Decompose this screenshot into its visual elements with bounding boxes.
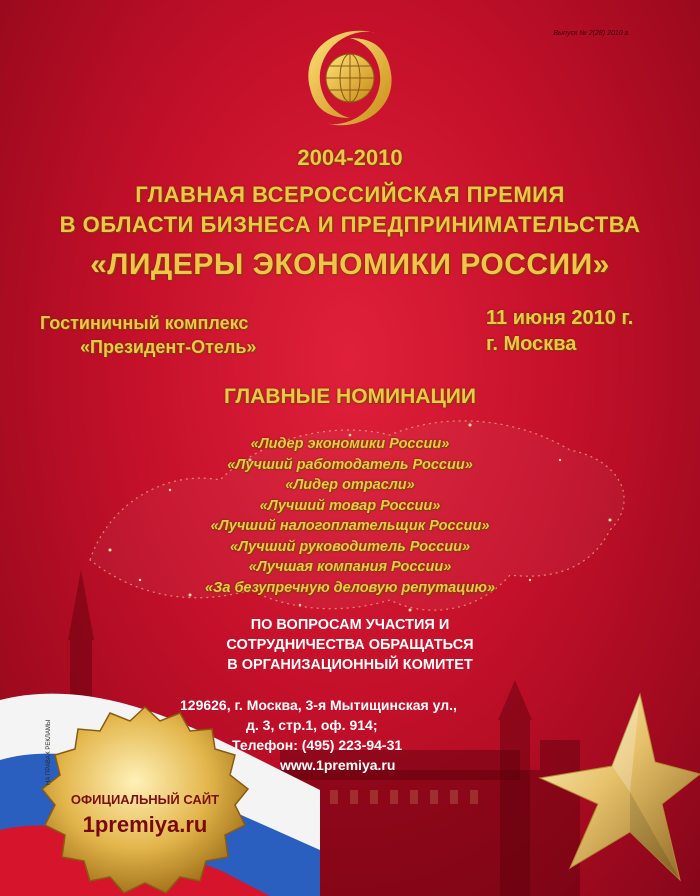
nomination-item: «Лучший товар России»: [259, 497, 441, 514]
award-title-line2: В ОБЛАСТИ БИЗНЕСА И ПРЕДПРИНИМАТЕЛЬСТВА: [59, 212, 641, 237]
nominations-heading: ГЛАВНЫЕ НОМИНАЦИИ: [224, 385, 476, 408]
nominations-list: [0, 434, 700, 598]
globe-logo-icon: [290, 18, 410, 138]
gold-star-icon: [520, 692, 700, 882]
nomination-item: «Лучший работодатель России»: [227, 456, 473, 473]
seal-label: ОФИЦИАЛЬНЫЙ САЙТ: [70, 792, 220, 807]
contact-heading-line1: ПО ВОПРОСАМ УЧАСТИЯ И: [250, 617, 450, 633]
nomination-item: «Лучшая компания России»: [248, 559, 452, 575]
years-range: 2004-2010: [297, 145, 403, 170]
seal-url[interactable]: 1premiya.ru: [82, 812, 208, 837]
event-city: г. Москва: [486, 333, 577, 355]
venue-line2: «Президент-Отель»: [80, 337, 257, 357]
award-title-name: «ЛИДЕРЫ ЭКОНОМИКИ РОССИИ»: [90, 248, 610, 281]
address-line1: 129626, г. Москва, 3-я Мытищинская ул.,: [180, 697, 457, 713]
address-line2: д. 3, стр.1, оф. 914;: [246, 717, 378, 733]
nomination-item: «Лидер отрасли»: [285, 477, 415, 493]
nomination-item: «За безупречную деловую репутацию»: [204, 579, 496, 596]
nomination-item: «Лидер экономики России»: [250, 436, 450, 452]
advertising-note: НА ПРАВАХ РЕКЛАМЫ: [46, 719, 52, 785]
event-date: 11 июня 2010 г.: [486, 307, 634, 329]
contact-heading-line2: СОТРУДНИЧЕСТВА ОБРАЩАТЬСЯ: [226, 637, 474, 653]
contact-heading-line3: В ОРГАНИЗАЦИОННЫЙ КОМИТЕТ: [227, 657, 473, 673]
nomination-item: «Лучший налогоплательщик России»: [210, 518, 490, 534]
award-title-line1: ГЛАВНАЯ ВСЕРОССИЙСКАЯ ПРЕМИЯ: [135, 182, 565, 207]
nomination-item: «Лучший руководитель России»: [229, 538, 471, 555]
website-link[interactable]: www.1premiya.ru: [280, 757, 396, 773]
issue-number: Выпуск № 2(28) 2010 г.: [553, 30, 630, 37]
phone-number[interactable]: Телефон: (495) 223-94-31: [232, 737, 403, 753]
venue-line1: Гостиничный комплекс: [40, 313, 249, 333]
